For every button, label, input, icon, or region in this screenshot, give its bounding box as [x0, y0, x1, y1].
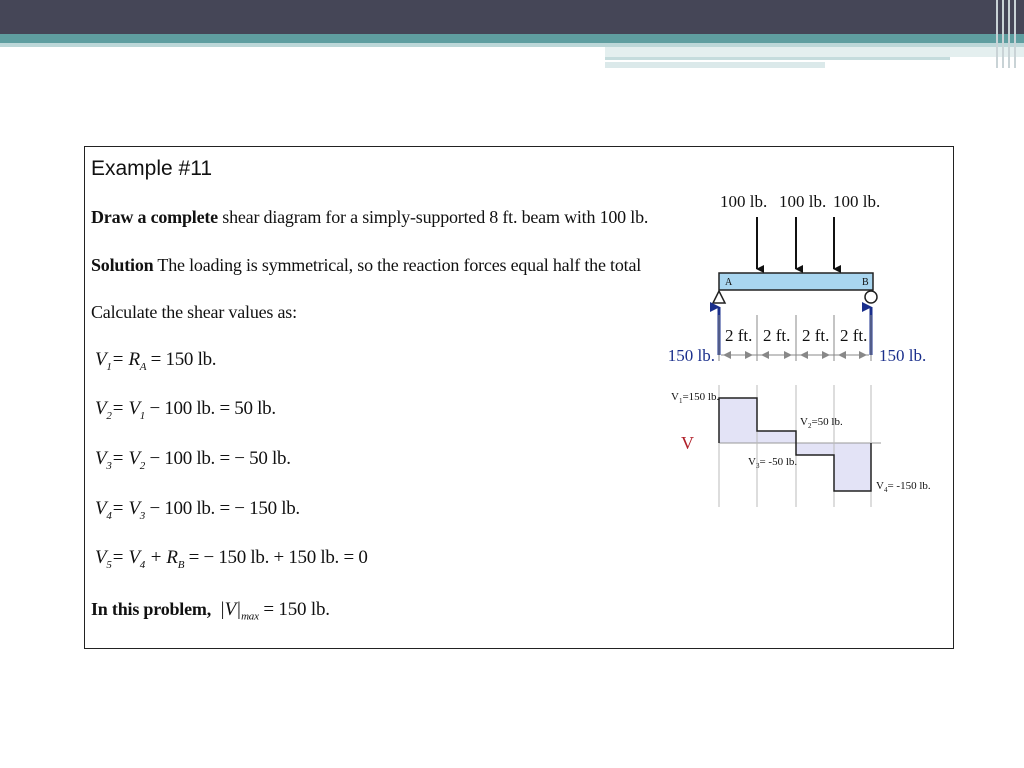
top-bar	[0, 0, 1024, 34]
solution-statement	[91, 255, 641, 276]
v3-label: $V_3= -50$ lb.	[748, 456, 798, 470]
eq-sub: 3	[139, 509, 145, 522]
v4-label: $V_4= -150$ lb.	[876, 480, 931, 494]
eq-symbol: = V	[111, 398, 140, 419]
corner-lines	[996, 0, 1018, 68]
accent-band	[0, 34, 1024, 43]
solution-lead: Solution	[91, 255, 154, 275]
support-b-label: B	[862, 277, 869, 288]
eq-symbol: V	[95, 498, 107, 519]
equation-v2	[95, 398, 276, 422]
conclusion-lead: In this problem,	[91, 599, 211, 619]
eq-sub: B	[177, 558, 185, 571]
abs-v: |V|	[219, 599, 242, 620]
span-label-1: 2 ft.	[725, 326, 753, 345]
beam-shear-figure	[659, 185, 959, 525]
beam	[719, 273, 873, 290]
eq-sub: 1	[139, 409, 145, 422]
reaction-left-label: 150 lb.	[667, 346, 715, 365]
accent-line-right-2	[605, 62, 825, 68]
v2-label: $V_2=50$ lb.	[800, 416, 843, 430]
eq-symbol: = V	[111, 547, 140, 568]
accent-band-right	[605, 47, 1024, 57]
load-label-1: 100 lb.	[720, 192, 768, 211]
equation-v5	[95, 547, 368, 571]
span-label-4: 2 ft.	[840, 326, 868, 345]
problem-lead: Draw a complete	[91, 207, 218, 227]
calc-intro: Calculate the shear values as:	[91, 302, 297, 322]
eq-symbol: = V	[111, 448, 140, 469]
shear-area	[719, 398, 871, 491]
eq-sub: 5	[106, 558, 112, 571]
abs-v-sub: max	[241, 610, 259, 623]
shear-axis-label: V	[681, 433, 694, 453]
equation-v4	[95, 498, 300, 522]
eq-sub: 1	[106, 360, 112, 373]
roller-support	[865, 291, 877, 303]
eq-sub: 3	[106, 459, 112, 472]
eq-tail: = 150 lb.	[146, 349, 217, 370]
eq-tail: − 100 lb. = − 50 lb.	[145, 448, 291, 469]
problem-text: shear diagram for a simply-supported 8 ft. beam with 100 lb.	[217, 207, 649, 227]
problem-statement	[91, 207, 648, 228]
eq-sub: A	[139, 360, 147, 373]
eq-symbol: V	[95, 448, 107, 469]
conclusion-value: = 150 lb.	[258, 599, 330, 620]
load-label-2: 100 lb.	[779, 192, 827, 211]
eq-symbol: = R	[111, 349, 140, 370]
equation-v3	[95, 448, 291, 472]
eq-sub: 2	[139, 459, 145, 472]
eq-symbol: V	[95, 349, 107, 370]
reaction-right-label: 150 lb.	[879, 346, 927, 365]
load-label-3: 100 lb.	[833, 192, 881, 211]
eq-symbol: V	[95, 398, 107, 419]
accent-line-right	[605, 57, 950, 60]
eq-tail: − 100 lb. = 50 lb.	[145, 398, 276, 419]
eq-symbol: + R	[145, 547, 178, 568]
span-label-2: 2 ft.	[763, 326, 791, 345]
eq-symbol: V	[95, 547, 107, 568]
example-card	[84, 146, 954, 649]
eq-sub: 4	[139, 558, 145, 571]
eq-tail: − 100 lb. = − 150 lb.	[145, 498, 300, 519]
eq-tail: = − 150 lb. + 150 lb. = 0	[184, 547, 368, 568]
equation-v1	[95, 349, 216, 373]
conclusion	[91, 599, 330, 623]
eq-symbol: = V	[111, 498, 140, 519]
span-label-3: 2 ft.	[802, 326, 830, 345]
v1-label: $V_1=150$ lb.	[671, 391, 720, 405]
pin-support	[713, 291, 725, 303]
example-title: Example #11	[91, 157, 213, 180]
support-a-label: A	[725, 277, 733, 288]
eq-sub: 2	[106, 409, 112, 422]
eq-sub: 4	[106, 509, 112, 522]
solution-text: The loading is symmetrical, so the reaction forces equal half the total	[153, 255, 642, 275]
